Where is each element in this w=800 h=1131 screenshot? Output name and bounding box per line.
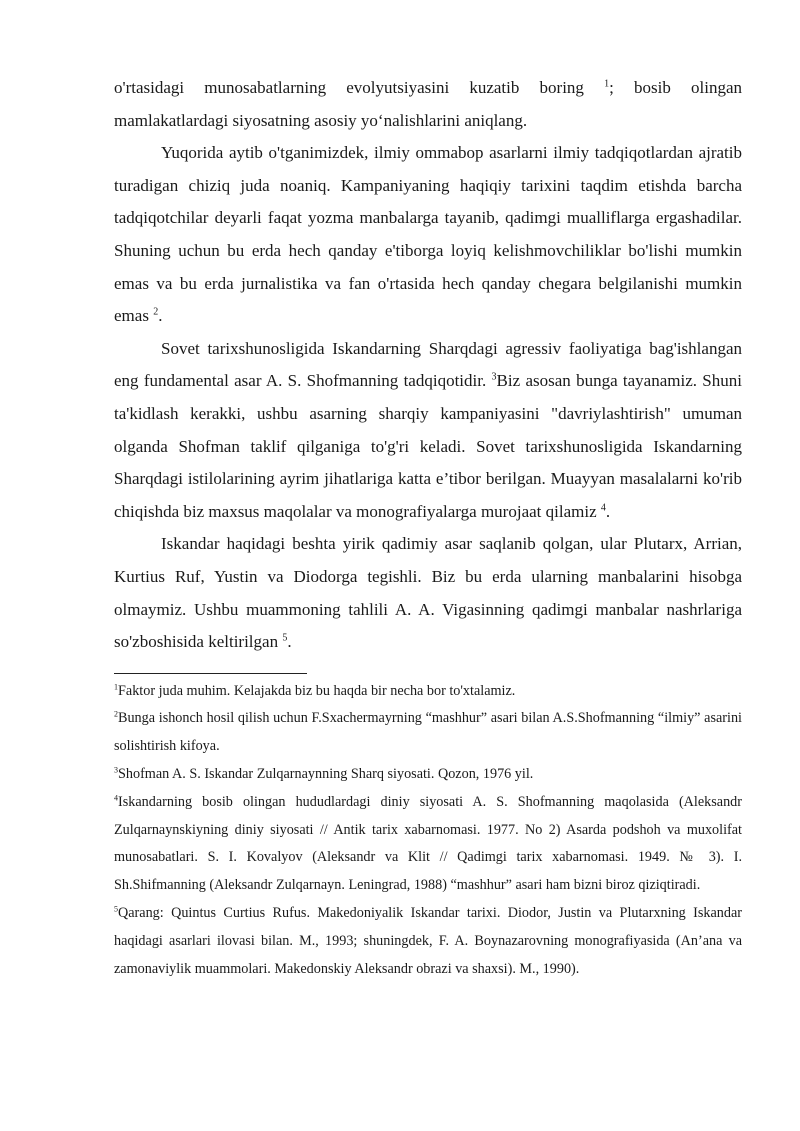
paragraph-text: Yuqorida aytib o'tganimizdek, ilmiy ommabop asarlarni ilmiy tadqiqotlardan ajratib turadigan chiziq juda noaniq. Kampaniyaning haqiqiy tarixini taqdim etishda barcha tadqiqotchilar deyarli faqat yozma manbalarga tayanib, qadimgi mualliflarga ergashadilar. Shuning uchun bu erda hech qanday e'tiborga loyiq kelishmovchiliklar bo'lishi mumkin emas va bu erda jurnalistika va fan o'rtasida hech qanday chegara belgilanishi mumkin emas: [114, 143, 742, 326]
footnote-number: 4: [114, 793, 118, 803]
footnote-item: [114, 789, 742, 900]
footnote-item: [114, 705, 742, 761]
footnote-text: Shofman A. S. Iskandar Zulqarnaynning Sharq siyosati. Qozon, 1976 yil.: [118, 766, 534, 783]
footnote-item: [114, 678, 742, 706]
footnote-text: Qarang: Quintus Curtius Rufus. Makedoniyalik Iskandar tarixi. Diodor, Justin va Plutarxning Iskandar haqidagi asarlari ilovasi bilan. M., 1993; shuningdek, F. A. Boynazarovning monografiyasida (An’ana va zamonaviylik muammolari. Makedonskiy Aleksandr obrazi va shaxsi). M., 1990).: [114, 905, 742, 977]
footnote-text: Bunga ishonch hosil qilish uchun F.Sxachermayrning “mashhur” asari bilan A.S.Shofmanning “ilmiy” asarini solishtirish kifoya.: [114, 710, 742, 755]
body-text: [114, 72, 742, 659]
footnote-ref: 3: [491, 371, 497, 383]
paragraph-text: o'rtasidagi munosabatlarning evolyutsiyasini kuzatib boring: [114, 78, 605, 97]
paragraph-text: .: [605, 501, 611, 521]
footnote-ref: 2: [153, 306, 159, 318]
footnote-item: [114, 761, 742, 789]
paragraph-text: Biz asosan bunga tayanamiz. Shuni ta'kidlash kerakki, ushbu asarning sharqiy kampaniyasini "davriylashtirish" umuman olganda Shofman taklif qilganiga to'g'ri keladi. Sovet tarixshunosligida Iskandarning Sharqdagi istilolarining ayrim jihatlariga katta e’tibor berilgan. Muayyan masalalarni ko'rib chiqishda biz maxsus maqolalar va monografiyalarga murojaat qilamiz: [114, 371, 742, 521]
footnote-ref: 1: [604, 78, 610, 90]
footnote-number: 3: [114, 765, 118, 775]
paragraph-text: .: [287, 632, 292, 652]
footnote-ref: 5: [282, 632, 288, 644]
paragraph-text: ; bosib olingan mamlakatlardagi siyosatning asosiy yo‘nalishlarini aniqlang.: [114, 78, 742, 130]
paragraph-text: .: [158, 306, 163, 326]
paragraph: [114, 528, 742, 658]
footnote-text: Faktor juda muhim. Kelajakda biz bu haqda bir necha bor to'xtalamiz.: [118, 682, 516, 699]
footnote-number: 5: [114, 904, 118, 914]
footnote-text: Iskandarning bosib olingan hududlardagi diniy siyosati A. S. Shofmanning maqolasida (Aleksandr Zulqarnaynskiyning diniy siyosati // Antik tarix xabarnomasi. 1977. No 2) Asarda podshoh va muxolifat munosabatlari. S. I. Kovalyov (Aleksandr va Klit // Qadimgi tarix xabarnomasi. 1949. № 3). I. Sh.Shifmanning (Aleksandr Zulqarnayn. Leningrad, 1988) “mashhur” asari ham bizni biroz qiziqtiradi.: [114, 793, 742, 894]
footnote-item: [114, 900, 742, 983]
footnote-separator: [114, 673, 307, 674]
footnote-number: 1: [114, 681, 118, 691]
paragraph: [114, 72, 742, 137]
paragraph-text: Sovet tarixshunosligida Iskandarning Sharqdagi agressiv faoliyatiga bag'ishlangan eng fundamental asar A. S. Shofmanning tadqiqotidir.: [114, 338, 742, 391]
paragraph: [114, 137, 742, 333]
footnote-ref: 4: [600, 502, 606, 514]
paragraph: [114, 333, 742, 529]
footnote-number: 2: [114, 709, 118, 719]
footnotes: [114, 678, 742, 984]
paragraph-text: Iskandar haqidagi beshta yirik qadimiy asar saqlanib qolgan, ular Plutarx, Arrian, Kurtius Ruf, Yustin va Diodorga tegishli. Biz bu erda ularning manbalarini hisobga olmaymiz. Ushbu muammoning tahlili A. A. Vigasinning qadimgi manbalar nashrlariga so'zboshisida keltirilgan: [114, 534, 742, 652]
